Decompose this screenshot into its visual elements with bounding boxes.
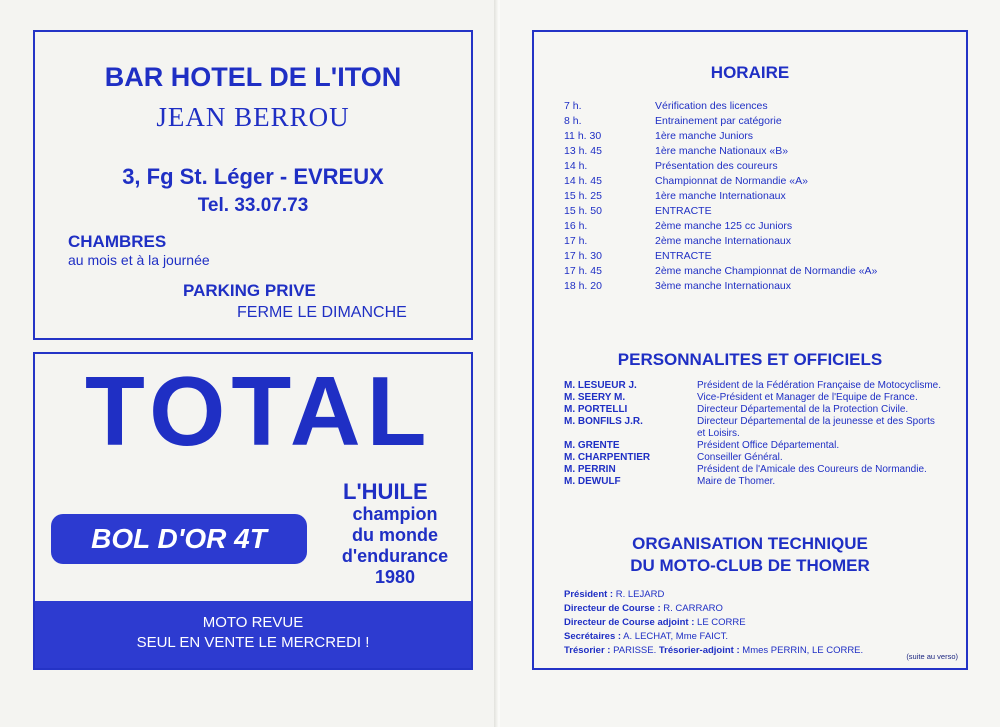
schedule-time: 14 h.	[564, 160, 588, 172]
schedule-event: Présentation des coureurs	[655, 160, 778, 172]
schedule-event: Entrainement par catégorie	[655, 115, 782, 127]
hotel-rooms: CHAMBRES	[68, 232, 167, 251]
schedule-row	[564, 160, 877, 175]
org-row	[564, 602, 863, 616]
official-name: M. PORTELLI	[564, 404, 628, 415]
org-value: Mmes PERRIN, LE CORRE.	[742, 645, 864, 656]
schedule-event: Championnat de Normandie «A»	[655, 175, 808, 187]
hotel-closed-day: FERME LE DIMANCHE	[237, 304, 407, 321]
schedule-row	[564, 205, 877, 220]
schedule-row	[564, 265, 877, 280]
official-name: M. LESUEUR J.	[564, 380, 637, 391]
schedule-row	[564, 190, 877, 205]
schedule-event: 2ème manche Championnat de Normandie «A»	[655, 265, 878, 277]
total-ad	[33, 352, 473, 670]
official-role: Président de la Fédération Française de Motocyclisme.	[697, 380, 942, 391]
officiels-heading: PERSONNALITES ET OFFICIELS	[617, 350, 883, 369]
hotel-rooms-sub: au mois et à la journée	[68, 252, 210, 268]
schedule-time: 16 h.	[564, 220, 588, 232]
schedule-row	[564, 115, 877, 130]
org-value: R. LEJARD	[615, 589, 665, 600]
org-label: Président :	[564, 589, 614, 600]
schedule-row	[564, 220, 877, 235]
official-role: Directeur Départemental de la Protection Civile.	[697, 404, 909, 415]
official-name: M. PERRIN	[564, 464, 616, 475]
org-label: Trésorier-adjoint :	[658, 645, 740, 656]
official-row	[564, 404, 941, 416]
slogan-line: champion	[352, 504, 438, 524]
org-row	[564, 630, 863, 644]
official-name: M. GRENTE	[564, 440, 620, 451]
officials-list	[564, 380, 941, 488]
schedule-row	[564, 145, 877, 160]
org-label: Directeur de Course :	[564, 603, 661, 614]
total-huile: L'HUILE	[343, 479, 428, 504]
official-role-cont: et Loisirs.	[697, 428, 740, 439]
bol-dor-badge: BOL D'OR 4T	[51, 514, 307, 564]
schedule-time: 13 h. 45	[564, 145, 602, 157]
official-row	[564, 416, 941, 440]
official-row	[564, 380, 941, 392]
official-role: Directeur Départemental de la jeunesse et des Sports	[697, 416, 935, 427]
org-label: Trésorier :	[564, 645, 611, 656]
official-name: M. CHARPENTIER	[564, 452, 651, 463]
suite-au-verso: (suite au verso)	[906, 652, 958, 661]
org-row	[564, 588, 863, 602]
hotel-owner: JEAN BERROU	[156, 102, 350, 132]
org-label: Secrétaires :	[564, 631, 622, 642]
slogan-line: du monde	[352, 525, 438, 545]
organisation-list	[564, 588, 863, 658]
schedule-time: 17 h. 30	[564, 250, 602, 262]
org-value: R. CARRARO	[663, 603, 723, 614]
schedule-event: ENTRACTE	[655, 250, 712, 262]
org-row	[564, 616, 863, 630]
org-value: A. LECHAT, Mme FAICT.	[623, 631, 729, 642]
schedule-event: Vérification des licences	[655, 100, 768, 112]
schedule-row	[564, 100, 877, 115]
schedule-event: 2ème manche 125 cc Juniors	[655, 220, 793, 232]
schedule-event: 1ère manche Juniors	[655, 130, 754, 142]
official-role: Conseiller Général.	[697, 452, 783, 463]
official-role: Président de l'Amicale des Coureurs de Normandie.	[697, 464, 927, 475]
schedule-event: ENTRACTE	[655, 205, 712, 217]
schedule-time: 15 h. 50	[564, 205, 602, 217]
official-row	[564, 392, 941, 404]
official-role: Président Office Départemental.	[697, 440, 840, 451]
official-row	[564, 452, 941, 464]
official-role: Vice-Président et Manager de l'Equipe de France.	[697, 392, 918, 403]
schedule-row	[564, 250, 877, 265]
official-name: M. BONFILS J.R.	[564, 416, 643, 427]
hotel-ad	[33, 30, 473, 340]
schedule-time: 18 h. 20	[564, 280, 602, 292]
schedule-event: 1ère manche Nationaux «B»	[655, 145, 789, 157]
official-row	[564, 464, 941, 476]
schedule-event: 1ère manche Internationaux	[655, 190, 786, 202]
schedule-time: 8 h.	[564, 115, 582, 127]
schedule-time: 15 h. 25	[564, 190, 602, 202]
schedule-row	[564, 175, 877, 190]
schedule-list	[564, 100, 877, 295]
schedule-time: 7 h.	[564, 100, 582, 112]
official-name: M. DEWULF	[564, 476, 621, 487]
left-page	[0, 0, 496, 727]
org-value: PARISSE.	[613, 645, 657, 656]
schedule-event: 2ème manche Internationaux	[655, 235, 792, 247]
hotel-parking: PARKING PRIVE	[183, 281, 316, 300]
schedule-time: 17 h.	[564, 235, 588, 247]
hotel-address: 3, Fg St. Léger - EVREUX	[122, 164, 384, 189]
official-name: M. SEERY M.	[564, 392, 626, 403]
official-row	[564, 476, 941, 488]
official-row	[564, 440, 941, 452]
slogan-line: d'endurance	[341, 546, 449, 566]
schedule-time: 14 h. 45	[564, 175, 602, 187]
org-label: Directeur de Course adjoint :	[564, 617, 695, 628]
hotel-name: BAR HOTEL DE L'ITON	[104, 62, 402, 92]
horaire-heading: HORAIRE	[710, 63, 790, 82]
schedule-row	[564, 280, 877, 295]
org-value: LE CORRE	[697, 617, 746, 628]
hotel-tel: Tel. 33.07.73	[197, 195, 309, 216]
moto-revue-tagline: SEUL EN VENTE LE MERCREDI !	[136, 634, 370, 651]
schedule-row	[564, 130, 877, 145]
total-logo: TOTAL	[85, 356, 433, 466]
programme-box	[532, 30, 968, 670]
total-slogan	[320, 504, 470, 588]
schedule-time: 17 h. 45	[564, 265, 602, 277]
schedule-row	[564, 235, 877, 250]
moto-revue-band	[35, 601, 471, 668]
slogan-line: 1980	[374, 567, 416, 587]
org-row	[564, 644, 863, 658]
schedule-event: 3ème manche Internationaux	[655, 280, 792, 292]
moto-revue-title: MOTO REVUE	[202, 614, 304, 631]
schedule-time: 11 h. 30	[564, 130, 602, 142]
official-role: Maire de Thomer.	[697, 476, 776, 487]
organisation-subheading: DU MOTO-CLUB DE THOMER	[630, 556, 870, 575]
organisation-heading: ORGANISATION TECHNIQUE	[632, 534, 868, 553]
